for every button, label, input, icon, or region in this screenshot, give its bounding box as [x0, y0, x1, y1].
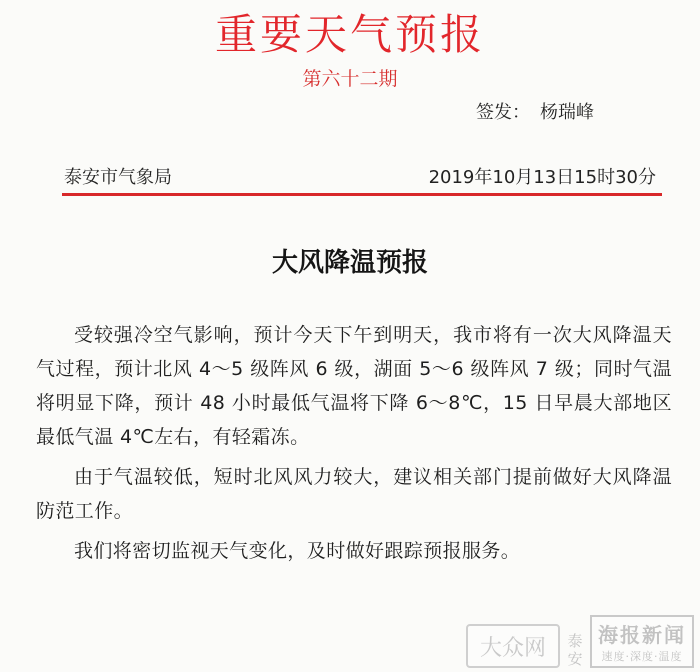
haibao-brand: 海报新闻 [598, 623, 686, 647]
issuing-agency: 泰安市气象局 [64, 167, 172, 188]
article-body [36, 318, 672, 574]
issue-number: 第六十二期 [302, 68, 398, 90]
signer-name: 杨瑞峰 [540, 102, 594, 123]
paragraph: 由于气温较低，短时北风风力较大，建议相关部门提前做好大风降温防范工作。 [36, 466, 672, 522]
signer-label: 签发： [476, 102, 530, 123]
taian-mark: 泰安 [567, 632, 583, 668]
article-headline: 大风降温预报 [271, 248, 428, 278]
issue-datetime: 2019年10月13日15时30分 [428, 167, 656, 188]
paragraph: 受较强冷空气影响，预计今天下午到明天，我市将有一次大风降温天气过程，预计北风 4～5 级阵风 6 级，湖面 5～6 级阵风 7 级；同时气温将明显下降，预计 48 小时最低气温将下降 6～8℃，15 日早晨大部地区最低气温 4℃左右，有轻霜冻。 [36, 324, 672, 448]
haibao-logo [590, 615, 694, 668]
document-title: 重要天气预报 [214, 10, 485, 59]
paragraph: 我们将密切监视天气变化，及时做好跟踪预报服务。 [74, 540, 521, 562]
watermark [466, 615, 694, 668]
signer-line [476, 98, 594, 124]
dazhong-logo: 大众网 [466, 624, 560, 668]
header-divider [62, 193, 662, 196]
haibao-slogan: 速度·深度·温度 [601, 650, 683, 663]
